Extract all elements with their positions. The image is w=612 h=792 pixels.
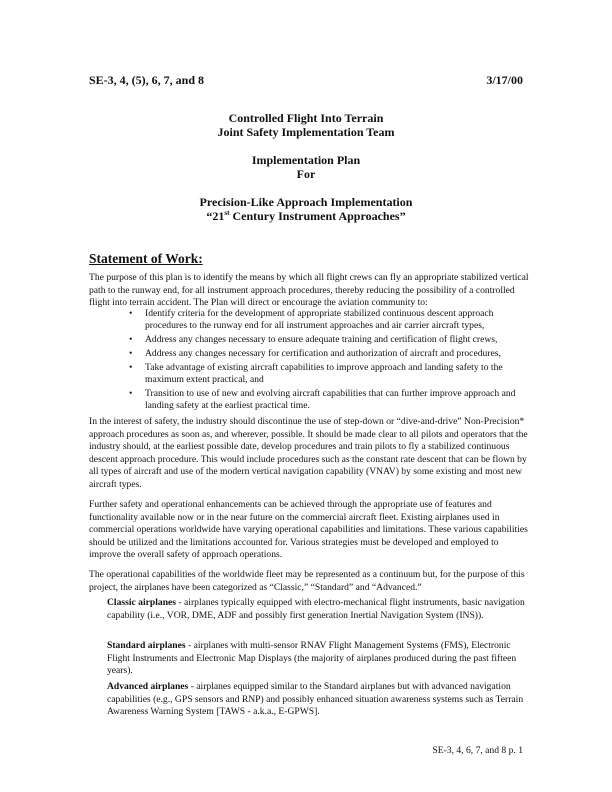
title-line-6 xyxy=(0,209,612,223)
category-description: - airplanes with multi-sensor RNAV Flight Management Systems (FMS), Electronic Flight Instruments and Electronic Map Displays (the majority of airplanes produced during the past fifteen years). xyxy=(107,640,517,677)
intro-paragraph: The purpose of this plan is to identify the means by which all flight crews can fly an appropriate stabilized vertical path to the runway end, for all instrument approach procedures, thereby reducing the possibility of a controlled flight into terrain accident. The Plan will direct or encourage the aviation community to: xyxy=(89,272,529,309)
list-item xyxy=(89,362,529,387)
list-item xyxy=(89,308,529,333)
list-item xyxy=(89,348,529,360)
title-line-2: Joint Safety Implementation Team xyxy=(217,125,395,139)
title-line-6-post: Century Instrument Approaches” xyxy=(229,209,406,223)
title-group-1 xyxy=(0,111,612,139)
bullet-icon: • xyxy=(129,334,133,346)
category-term: Classic airplanes xyxy=(107,597,177,608)
bullet-icon: • xyxy=(129,308,133,319)
category-term: Standard airplanes xyxy=(107,640,186,651)
category-description: - airplanes equipped similar to the Standard airplanes but with advanced navigation capabilities (e.g., GPS sensors and RNP) and possibly enhanced situation awareness systems such as Terrain Awareness Warning System [TAWS - a.k.a., E-GPWS]. xyxy=(107,681,524,718)
document-id: SE-3, 4, (5), 6, 7, and 8 xyxy=(89,73,205,87)
title-group-3 xyxy=(0,195,612,223)
enhancements-paragraph: Further safety and operational enhancements can be achieved through the appropriate use of features and functionality available now or in the near future on the commercial aircraft fleet. Existing airplanes used in commercial operations worldwide have varying operational capabilities and limitations. These various capabilities should be utilized and the limitations accounted for. Various strategies must be developed and employed to improve the overall safety of approach operations. xyxy=(89,499,528,561)
bullet-icon: • xyxy=(129,388,133,400)
bullet-icon: • xyxy=(129,361,133,373)
list-item xyxy=(89,388,529,413)
title-line-5: Precision-Like Approach Implementation xyxy=(199,195,413,209)
section-heading: Statement of Work: xyxy=(89,251,203,266)
title-group-2 xyxy=(0,153,612,181)
category-classic xyxy=(107,597,529,622)
page-footer: SE-3, 4, 6, 7, and 8 p. 1 xyxy=(432,745,523,756)
title-line-1: Controlled Flight Into Terrain xyxy=(228,111,384,125)
list-item-text: Transition to use of new and evolving aircraft capabilities that can further improve approach and landing safety at the earliest practical time. xyxy=(145,388,516,412)
bullet-icon: • xyxy=(129,348,133,360)
category-description: - airplanes typically equipped with electro-mechanical flight instruments, basic navigation capability (i.e., VOR, DME, ADF and possibly first generation Inertial Navigation System (INS)). xyxy=(107,597,525,621)
category-standard xyxy=(107,640,529,678)
title-line-6-pre: “21 xyxy=(206,209,225,223)
category-advanced xyxy=(107,681,529,719)
list-item-text: Address any changes necessary for certification and authorization of aircraft and procedures, xyxy=(145,348,501,360)
list-item xyxy=(89,334,529,346)
fleet-paragraph: The operational capabilities of the worldwide fleet may be represented as a continuum but, for the purpose of this project, the airplanes have been categorized as “Classic,” “Standard” and “Advanced.” xyxy=(89,569,525,593)
list-item-text: Address any changes necessary to ensure adequate training and certification of flight crews, xyxy=(145,334,498,346)
list-item-text: Identify criteria for the development of appropriate stabilized continuous descent approach procedures to the runway end for all instrument approaches and air carrier aircraft types, xyxy=(145,308,494,332)
category-term: Advanced airplanes xyxy=(107,681,189,692)
safety-paragraph: In the interest of safety, the industry should discontinue the use of step-down or “dive-and-drive” Non-Precision* approach procedures as soon as, and wherever, possible. It should be made clear to all pilots and operators that the industry should, at the earliest possible date, develop procedures and train pilots to fly a stabilized continuous descent approach procedure. This would include procedures such as the constant rate descent that can be flown by all types of aircraft and use of the modern vertical navigation capability (VNAV) by some existing and most new aircraft types. xyxy=(89,416,528,490)
title-line-4: For xyxy=(296,167,316,181)
title-line-3: Implementation Plan xyxy=(251,153,361,167)
title-line-6-superscript: st xyxy=(224,209,230,217)
list-item-text: Take advantage of existing aircraft capabilities to improve approach and landing safety to the maximum extent practical, and xyxy=(145,361,503,386)
document-date: 3/17/00 xyxy=(486,73,523,87)
page-header xyxy=(89,73,523,88)
objectives-list xyxy=(89,308,529,414)
